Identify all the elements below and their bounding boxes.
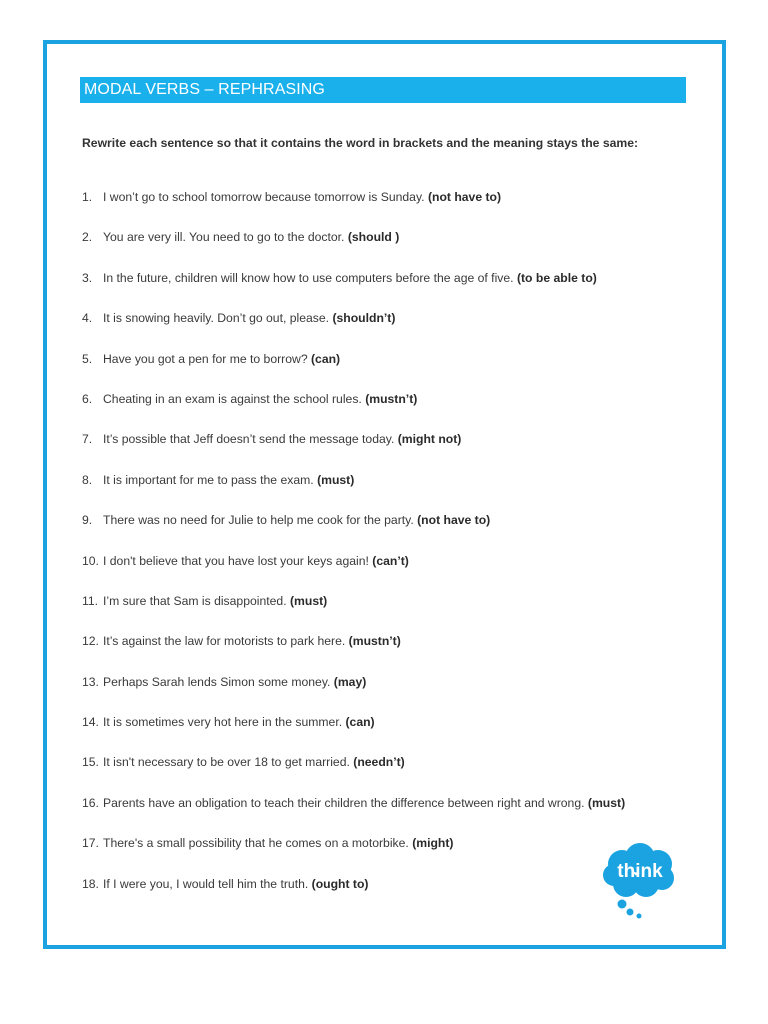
question-number: 15. [82, 755, 99, 770]
question-keyword: (might not) [397, 432, 462, 447]
question-number: 18. [82, 876, 99, 891]
question-item [82, 227, 625, 267]
question-keyword: (to be able to) [516, 270, 597, 285]
question-number: 14. [82, 715, 99, 730]
question-text: Have you got a pen for me to borrow? [103, 351, 308, 366]
question-item [82, 712, 625, 752]
question-number: 6. [82, 391, 93, 406]
think-logo [600, 842, 680, 922]
question-keyword: (should ) [347, 230, 400, 245]
question-text: It is snowing heavily. Don’t go out, please. [103, 311, 330, 326]
question-keyword: (mustn’t) [348, 634, 401, 649]
question-keyword: (can’t) [372, 553, 409, 568]
question-number: 3. [82, 270, 93, 285]
question-number: 9. [82, 513, 93, 528]
question-number: 11. [82, 593, 99, 608]
worksheet-title: MODAL VERBS – REPHRASING [80, 77, 686, 103]
question-keyword: (shouldn’t) [332, 311, 396, 326]
question-item [82, 470, 625, 510]
question-keyword: (not have to) [417, 513, 491, 528]
question-number: 12. [82, 634, 99, 649]
question-keyword: (might) [412, 836, 454, 851]
question-item [82, 672, 625, 712]
question-item [82, 308, 625, 348]
question-number: 13. [82, 674, 99, 689]
question-item [82, 510, 625, 550]
question-item [82, 389, 625, 429]
question-text: It isn't necessary to be over 18 to get married. [103, 755, 350, 770]
question-text: I’m sure that Sam is disappointed. [103, 593, 287, 608]
question-text: It is important for me to pass the exam. [103, 472, 314, 487]
question-item [82, 874, 625, 914]
question-item [82, 793, 625, 833]
question-text: You are very ill. You need to go to the doctor. [103, 230, 345, 245]
question-number: 7. [82, 432, 93, 447]
question-text: It is sometimes very hot here in the summer. [103, 715, 343, 730]
question-number: 17. [82, 836, 99, 851]
question-text: If I were you, I would tell him the truth. [103, 876, 309, 891]
question-text: It’s against the law for motorists to park here. [103, 634, 346, 649]
question-keyword: (must) [587, 795, 626, 810]
question-item [82, 187, 625, 227]
question-item [82, 551, 625, 591]
question-keyword: (must) [317, 472, 355, 487]
question-item [82, 752, 625, 792]
question-number: 1. [82, 190, 93, 204]
question-number: 5. [82, 351, 93, 366]
question-item [82, 833, 625, 873]
question-item [82, 268, 625, 308]
question-keyword: (can) [345, 715, 375, 730]
instructions-text: Rewrite each sentence so that it contains the word in brackets and the meaning stays the same: [82, 136, 639, 150]
question-item [82, 349, 625, 389]
question-keyword: (ought to) [311, 876, 369, 891]
question-number: 2. [82, 230, 93, 245]
question-keyword: (not have to) [427, 190, 502, 204]
question-text: Cheating in an exam is against the school rules. [103, 391, 362, 406]
question-keyword: (mustn’t) [365, 391, 418, 406]
question-text: Perhaps Sarah lends Simon some money. [103, 674, 331, 689]
question-keyword: (may) [333, 674, 367, 689]
question-number: 10. [82, 553, 99, 568]
question-item [82, 631, 625, 671]
question-text: There was no need for Julie to help me cook for the party. [103, 513, 414, 528]
question-number: 8. [82, 472, 93, 487]
question-text: It’s possible that Jeff doesn’t send the message today. [103, 432, 395, 447]
question-text: There's a small possibility that he comes on a motorbike. [103, 836, 409, 851]
logo-text: think [617, 861, 663, 882]
question-number: 4. [82, 311, 93, 326]
question-keyword: (can) [310, 351, 341, 366]
question-keyword: (must) [289, 593, 328, 608]
question-list [82, 187, 625, 914]
question-keyword: (needn’t) [353, 755, 405, 770]
question-item [82, 429, 625, 469]
question-item [82, 591, 625, 631]
question-text: Parents have an obligation to teach their children the difference between right and wrong. [103, 795, 585, 810]
question-number: 16. [82, 795, 99, 810]
question-text: I don't believe that you have lost your keys again! [103, 553, 369, 568]
question-text: I won’t go to school tomorrow because tomorrow is Sunday. [103, 190, 425, 204]
question-text: In the future, children will know how to use computers before the age of five. [103, 270, 514, 285]
